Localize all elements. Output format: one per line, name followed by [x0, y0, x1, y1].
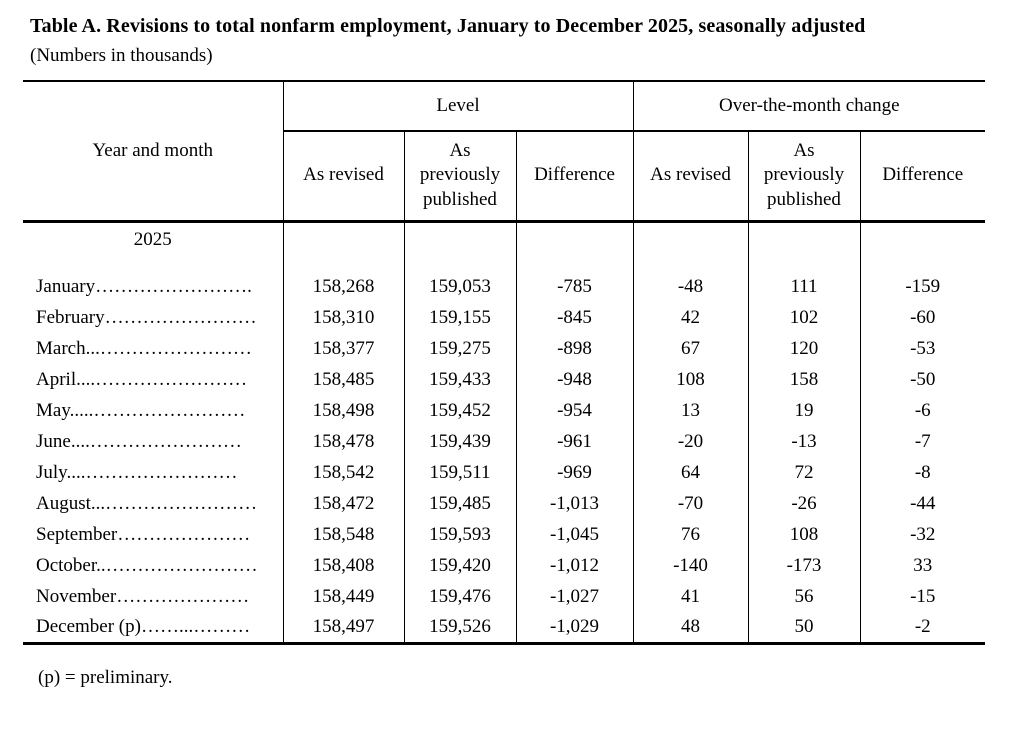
- month-label: December (p)……...………: [36, 615, 251, 637]
- value-cell: -53: [860, 333, 985, 364]
- table-header: [23, 81, 985, 221]
- value-cell: -948: [516, 364, 633, 395]
- year-month-header: Year and month: [23, 81, 283, 221]
- value-cell: 41: [633, 581, 748, 612]
- month-label: July....……………………: [36, 461, 238, 483]
- value-cell: -44: [860, 488, 985, 519]
- value-cell: 19: [748, 395, 860, 426]
- value-cell: -969: [516, 457, 633, 488]
- value-cell: -26: [748, 488, 860, 519]
- month-label: March...……………………: [36, 337, 252, 359]
- otm-as-previously-published-header: As previously published: [748, 131, 860, 221]
- value-cell: 158,498: [283, 395, 404, 426]
- value-cell: 67: [633, 333, 748, 364]
- value-cell: -48: [633, 271, 748, 302]
- value-cell: -13: [748, 426, 860, 457]
- value-cell: 120: [748, 333, 860, 364]
- otm-as-revised-header: As revised: [633, 131, 748, 221]
- month-label: November…………………: [36, 585, 250, 607]
- value-cell: 159,420: [404, 550, 516, 581]
- table-row: [23, 395, 985, 426]
- value-cell: 13: [633, 395, 748, 426]
- table-row: [23, 302, 985, 333]
- value-cell: 42: [633, 302, 748, 333]
- value-cell: 158,472: [283, 488, 404, 519]
- value-cell: 76: [633, 519, 748, 550]
- table-row: [23, 581, 985, 612]
- value-cell: 159,485: [404, 488, 516, 519]
- value-cell: 158,497: [283, 612, 404, 643]
- table-row: [23, 519, 985, 550]
- level-group-header: Level: [283, 81, 633, 131]
- group-header-row: [23, 81, 985, 131]
- value-cell: 158,485: [283, 364, 404, 395]
- value-cell: 108: [748, 519, 860, 550]
- month-label: February……………………: [36, 306, 257, 328]
- value-cell: 159,593: [404, 519, 516, 550]
- table-row: [23, 550, 985, 581]
- value-cell: -898: [516, 333, 633, 364]
- value-cell: 56: [748, 581, 860, 612]
- value-cell: -70: [633, 488, 748, 519]
- value-cell: 158: [748, 364, 860, 395]
- empty-cell: [633, 221, 748, 271]
- value-cell: 102: [748, 302, 860, 333]
- month-label: May.....……………………: [36, 399, 246, 421]
- value-cell: -15: [860, 581, 985, 612]
- value-cell: -1,013: [516, 488, 633, 519]
- value-cell: 64: [633, 457, 748, 488]
- value-cell: -20: [633, 426, 748, 457]
- empty-cell: [748, 221, 860, 271]
- revisions-table: [23, 80, 985, 645]
- month-label: June....……………………: [36, 430, 242, 452]
- empty-cell: [404, 221, 516, 271]
- value-cell: 33: [860, 550, 985, 581]
- empty-cell: [516, 221, 633, 271]
- level-difference-header: Difference: [516, 131, 633, 221]
- value-cell: -140: [633, 550, 748, 581]
- table-row: [23, 612, 985, 643]
- over-the-month-change-group-header: Over-the-month change: [633, 81, 985, 131]
- value-cell: 159,511: [404, 457, 516, 488]
- table-row: [23, 426, 985, 457]
- table-row: [23, 333, 985, 364]
- value-cell: 159,439: [404, 426, 516, 457]
- value-cell: -785: [516, 271, 633, 302]
- value-cell: -2: [860, 612, 985, 643]
- table-row: [23, 457, 985, 488]
- year-label: 2025: [133, 228, 172, 250]
- value-cell: -50: [860, 364, 985, 395]
- table-subtitle: (Numbers in thousands): [30, 45, 213, 66]
- empty-cell: [860, 221, 985, 271]
- value-cell: 158,268: [283, 271, 404, 302]
- month-label: October..……………………: [36, 554, 258, 576]
- month-label: April....……………………: [36, 368, 248, 390]
- value-cell: 158,310: [283, 302, 404, 333]
- value-cell: 50: [748, 612, 860, 643]
- year-row: [23, 221, 985, 271]
- value-cell: 72: [748, 457, 860, 488]
- value-cell: -159: [860, 271, 985, 302]
- value-cell: 159,053: [404, 271, 516, 302]
- month-label: August...……………………: [36, 492, 258, 514]
- value-cell: -7: [860, 426, 985, 457]
- table-row: [23, 364, 985, 395]
- value-cell: 158,449: [283, 581, 404, 612]
- footnote: (p) = preliminary.: [38, 666, 173, 688]
- value-cell: 158,408: [283, 550, 404, 581]
- table-row: [23, 488, 985, 519]
- value-cell: 159,433: [404, 364, 516, 395]
- value-cell: 158,377: [283, 333, 404, 364]
- table-row: [23, 271, 985, 302]
- value-cell: -1,029: [516, 612, 633, 643]
- value-cell: -961: [516, 426, 633, 457]
- value-cell: 159,476: [404, 581, 516, 612]
- value-cell: -60: [860, 302, 985, 333]
- value-cell: -173: [748, 550, 860, 581]
- table-title: Table A. Revisions to total nonfarm employment, January to December 2025, seasonally adjusted: [30, 15, 866, 37]
- value-cell: 158,542: [283, 457, 404, 488]
- value-cell: -1,012: [516, 550, 633, 581]
- value-cell: 111: [748, 271, 860, 302]
- value-cell: 159,526: [404, 612, 516, 643]
- value-cell: -845: [516, 302, 633, 333]
- table-body: [23, 221, 985, 643]
- month-label: September…………………: [36, 523, 251, 545]
- otm-difference-header: Difference: [860, 131, 985, 221]
- month-label: January…………………….: [36, 275, 252, 297]
- value-cell: 158,548: [283, 519, 404, 550]
- value-cell: 159,275: [404, 333, 516, 364]
- value-cell: 108: [633, 364, 748, 395]
- value-cell: -6: [860, 395, 985, 426]
- value-cell: -954: [516, 395, 633, 426]
- value-cell: -1,027: [516, 581, 633, 612]
- value-cell: 159,452: [404, 395, 516, 426]
- value-cell: -32: [860, 519, 985, 550]
- level-as-previously-published-header: As previously published: [404, 131, 516, 221]
- level-as-revised-header: As revised: [283, 131, 404, 221]
- value-cell: 158,478: [283, 426, 404, 457]
- empty-cell: [283, 221, 404, 271]
- value-cell: -8: [860, 457, 985, 488]
- value-cell: -1,045: [516, 519, 633, 550]
- value-cell: 159,155: [404, 302, 516, 333]
- value-cell: 48: [633, 612, 748, 643]
